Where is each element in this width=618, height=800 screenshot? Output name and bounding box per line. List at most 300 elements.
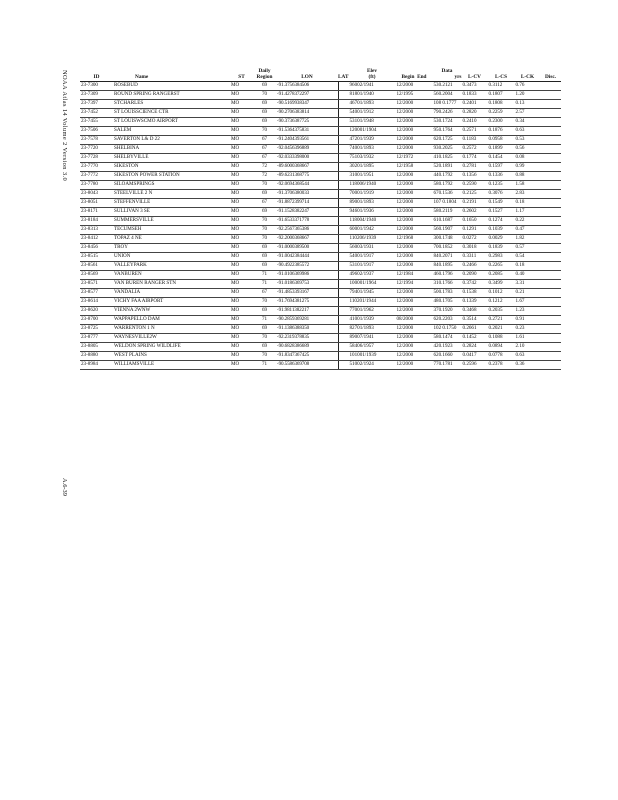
station-id-cell: 23-7578: [80, 135, 113, 144]
station-id-cell: 23-8777: [80, 333, 113, 342]
station-name-cell: TECUMSEH: [113, 225, 230, 234]
state-cell: MO: [230, 126, 253, 135]
table-row: [80, 126, 561, 135]
lat-divider-cell: [338, 117, 349, 126]
lat-divider-cell: [338, 108, 349, 117]
state-cell: MO: [230, 306, 253, 315]
lat-rule: [338, 208, 339, 216]
l-cs-cell: 0.1899: [488, 144, 515, 153]
end-date-cell: 12/2000: [396, 171, 433, 180]
state-cell: MO: [230, 234, 253, 243]
years-cell: 610.1687: [433, 216, 462, 225]
state-cell: MO: [230, 189, 253, 198]
end-date-cell: 12/1995: [396, 90, 433, 99]
l-cs-cell: 0.0894: [488, 342, 515, 351]
table-row: [80, 144, 561, 153]
lat-rule: [338, 352, 339, 360]
l-cv-cell: 0.2781: [462, 162, 488, 171]
l-cs-cell: 0.1839: [488, 243, 515, 252]
disc-cell: [541, 279, 561, 288]
l-cv-cell: 0.3311: [462, 252, 488, 261]
elevation-cell: 81801/1940: [349, 90, 396, 99]
lat-rule: [338, 118, 339, 126]
station-id-cell: 23-8700: [80, 315, 113, 324]
disc-cell: [541, 252, 561, 261]
l-cv-cell: 0.0272: [462, 234, 488, 243]
lat-rule: [338, 316, 339, 324]
years-cell: 102 0.1750: [433, 324, 462, 333]
side-caption-right: [58, 478, 76, 496]
station-id-cell: 23-8880: [80, 351, 113, 360]
end-date-cell: 12/2000: [396, 297, 433, 306]
table-row: [80, 261, 561, 270]
l-cs-cell: 0.1012: [488, 288, 515, 297]
header-lcv: L-CV: [462, 74, 488, 81]
station-id-cell: 23-8620: [80, 306, 113, 315]
lat-rule: [338, 343, 339, 351]
elevation-cell: 60001/1942: [349, 225, 396, 234]
end-date-cell: 12/1984: [396, 270, 433, 279]
l-cv-cell: 0.1339: [462, 297, 488, 306]
header-st: ST: [230, 74, 253, 81]
years-cell: 840.1895: [433, 261, 462, 270]
table-row: [80, 99, 561, 108]
lat-rule: [338, 289, 339, 297]
l-cv-cell: 0.2401: [462, 99, 488, 108]
table-row: [80, 189, 561, 198]
l-cs-cell: 0.2983: [488, 252, 515, 261]
end-date-cell: 12/2000: [396, 324, 433, 333]
table-row: [80, 153, 561, 162]
l-cv-cell: 0.3514: [462, 315, 488, 324]
years-cell: 500.1783: [433, 288, 462, 297]
lat-rule: [338, 154, 339, 162]
lat-rule: [338, 172, 339, 180]
station-name-cell: SHELBYVILLE: [113, 153, 230, 162]
disc-cell: [541, 270, 561, 279]
station-id-cell: 23-8571: [80, 279, 113, 288]
elevation-cell: 49602/1937: [349, 270, 396, 279]
years-cell: 580.1474: [433, 333, 462, 342]
station-name-cell: VICHY FAA AIRPORT: [113, 297, 230, 306]
end-date-cell: 12/1958: [396, 162, 433, 171]
table-row: [80, 360, 561, 369]
table-row: [80, 234, 561, 243]
station-id-cell: 23-7780: [80, 180, 113, 189]
end-date-cell: 12/1994: [396, 279, 433, 288]
header-id: ID: [80, 74, 113, 81]
l-cs-cell: 0.3499: [488, 279, 515, 288]
end-date-cell: 12/2000: [396, 189, 433, 198]
lat-rule: [338, 244, 339, 252]
header-row-bottom: [80, 74, 561, 81]
longitude-cell: -92.2000368667: [276, 234, 338, 243]
l-cs-cell: 0.1454: [488, 153, 515, 162]
disc-cell: [541, 225, 561, 234]
table-row: [80, 351, 561, 360]
state-cell: MO: [230, 342, 253, 351]
longitude-cell: -89.6000368667: [276, 162, 338, 171]
table-row: [80, 81, 561, 90]
l-ck-cell: 0.91: [515, 315, 541, 324]
l-ck-cell: 0.57: [515, 243, 541, 252]
l-cv-cell: 0.1452: [462, 333, 488, 342]
years-cell: 670.1536: [433, 189, 462, 198]
longitude-cell: -92.0694368544: [276, 180, 338, 189]
table-row: [80, 180, 561, 189]
lat-rule: [338, 253, 339, 261]
lat-rule: [338, 325, 339, 333]
header-lat: LAT: [338, 74, 349, 81]
station-id-cell: 23-7506: [80, 126, 113, 135]
l-ck-cell: 0.18: [515, 261, 541, 270]
disc-cell: [541, 198, 561, 207]
lat-divider-cell: [338, 90, 349, 99]
longitude-cell: -90.4922385572: [276, 261, 338, 270]
header-begin-end: [396, 74, 433, 81]
table-row: [80, 171, 561, 180]
region-cell: 71: [253, 270, 276, 279]
station-id-cell: 23-8313: [80, 225, 113, 234]
region-cell: 67: [253, 198, 276, 207]
region-cell: 71: [253, 360, 276, 369]
side-caption-left: [58, 70, 72, 230]
elevation-cell: 58406/1957: [349, 342, 396, 351]
station-id-cell: 23-7720: [80, 144, 113, 153]
station-id-cell: 23-7770: [80, 162, 113, 171]
lat-divider-cell: [338, 351, 349, 360]
station-name-cell: SHELBINA: [113, 144, 230, 153]
l-cv-cell: 0.3742: [462, 279, 488, 288]
station-id-cell: 23-8171: [80, 207, 113, 216]
longitude-cell: -91.4853393167: [276, 288, 338, 297]
l-ck-cell: 0.21: [515, 288, 541, 297]
years-cell: 770.1781: [433, 360, 462, 369]
years-cell: 620.2203: [433, 315, 462, 324]
station-name-cell: ROUND SPRING RANGERST: [113, 90, 230, 99]
table-row: [80, 162, 561, 171]
region-cell: 69: [253, 342, 276, 351]
header-lck: L-CK: [515, 74, 541, 81]
l-cs-cell: 0.2259: [488, 108, 515, 117]
l-cs-cell: 0.2378: [488, 360, 515, 369]
elevation-cell: 46701/1893: [349, 99, 396, 108]
lat-divider-cell: [338, 135, 349, 144]
l-cv-cell: 0.2125: [462, 189, 488, 198]
station-name-cell: WARRENTON 1 N: [113, 324, 230, 333]
years-cell: 107 0.1804: [433, 198, 462, 207]
l-cs-cell: 0.0958: [488, 135, 515, 144]
table-row: [80, 108, 561, 117]
l-cs-cell: 0.1039: [488, 225, 515, 234]
station-id-cell: 23-8043: [80, 189, 113, 198]
region-cell: 69: [253, 252, 276, 261]
table-row: [80, 207, 561, 216]
station-name-cell: SAVERTON L& D 22: [113, 135, 230, 144]
lat-divider-cell: [338, 243, 349, 252]
region-cell: 70: [253, 351, 276, 360]
lat-divider-cell: [338, 288, 349, 297]
l-cv-cell: 0.1356: [462, 171, 488, 180]
region-cell: 69: [253, 243, 276, 252]
station-name-cell: VANDALIA: [113, 288, 230, 297]
end-date-cell: 12/2000: [396, 99, 433, 108]
l-ck-cell: 1.61: [515, 333, 541, 342]
lat-divider-cell: [338, 216, 349, 225]
l-cs-cell: 0.2085: [488, 270, 515, 279]
state-cell: MO: [230, 90, 253, 99]
station-name-cell: ST LOUISSCIENCE CTR: [113, 108, 230, 117]
l-ck-cell: 0.47: [515, 225, 541, 234]
end-date-cell: 12/2000: [396, 225, 433, 234]
l-ck-cell: 0.40: [515, 270, 541, 279]
l-ck-cell: 0.22: [515, 216, 541, 225]
station-name-cell: TROY: [113, 243, 230, 252]
disc-cell: [541, 261, 561, 270]
l-ck-cell: 3.31: [515, 279, 541, 288]
longitude-cell: -90.6828386689: [276, 342, 338, 351]
disc-cell: [541, 342, 561, 351]
end-date-cell: 12/2000: [396, 135, 433, 144]
table-row: [80, 279, 561, 288]
region-cell: 70: [253, 90, 276, 99]
disc-cell: [541, 144, 561, 153]
years-cell: 420.1923: [433, 342, 462, 351]
end-date-cell: 12/2000: [396, 144, 433, 153]
l-ck-cell: 2.83: [515, 189, 541, 198]
l-cs-cell: 0.2035: [488, 306, 515, 315]
table-row: [80, 90, 561, 99]
l-ck-cell: 1.58: [515, 180, 541, 189]
elevation-cell: 96002/1941: [349, 81, 396, 90]
years-cell: 460.1796: [433, 270, 462, 279]
l-ck-cell: 0.88: [515, 171, 541, 180]
lat-divider-cell: [338, 360, 349, 369]
elevation-cell: 41001/1939: [349, 315, 396, 324]
header-daily: Daily: [258, 68, 271, 74]
station-name-cell: SIKESTON POWER STATION: [113, 171, 230, 180]
elevation-cell: 75103/1932: [349, 153, 396, 162]
l-cv-cell: 0.1291: [462, 225, 488, 234]
longitude-cell: -89.6231368775: [276, 171, 338, 180]
years-cell: 108 0.1777: [433, 99, 462, 108]
disc-cell: [541, 189, 561, 198]
l-ck-cell: 0.34: [515, 117, 541, 126]
elevation-cell: 79401/1945: [349, 288, 396, 297]
station-id-cell: 23-8614: [80, 297, 113, 306]
end-date-cell: 12/2000: [396, 261, 433, 270]
state-cell: MO: [230, 171, 253, 180]
state-cell: MO: [230, 270, 253, 279]
years-cell: 620.1725: [433, 135, 462, 144]
longitude-cell: -91.8347367425: [276, 351, 338, 360]
l-cs-cell: 0.2265: [488, 261, 515, 270]
station-name-cell: TOPAZ 4 NE: [113, 234, 230, 243]
end-date-cell: 12/2000: [396, 288, 433, 297]
table-row: [80, 216, 561, 225]
longitude-cell: -91.3706380033: [276, 189, 338, 198]
years-cell: 530.2121: [433, 81, 462, 90]
region-cell: 69: [253, 324, 276, 333]
station-name-cell: VANBUREN: [113, 270, 230, 279]
l-cs-cell: 0.2300: [488, 117, 515, 126]
station-name-cell: STEFFENVILLE: [113, 198, 230, 207]
l-cs-cell: 0.3112: [488, 81, 515, 90]
lat-rule: [338, 163, 339, 171]
longitude-cell: -91.0042384444: [276, 252, 338, 261]
header-region: Region: [253, 74, 276, 81]
l-cv-cell: 0.1774: [462, 153, 488, 162]
state-cell: MO: [230, 153, 253, 162]
elevation-cell: 31001/1951: [349, 171, 396, 180]
l-cs-cell: 0.1807: [488, 90, 515, 99]
table-row: [80, 135, 561, 144]
station-id-cell: 23-8561: [80, 261, 113, 270]
lat-rule: [338, 190, 339, 198]
l-cv-cell: 0.2602: [462, 207, 488, 216]
years-cell: 300.1748: [433, 234, 462, 243]
header-yrs: yrs: [433, 74, 462, 81]
region-cell: 69: [253, 189, 276, 198]
station-name-cell: SULLIVAN 3 SE: [113, 207, 230, 216]
region-cell: 69: [253, 261, 276, 270]
years-cell: 520.1891: [433, 162, 462, 171]
station-id-cell: 23-7300: [80, 81, 113, 90]
lat-rule: [338, 226, 339, 234]
l-cs-cell: 0.1212: [488, 297, 515, 306]
end-date-cell: 12/2000: [396, 81, 433, 90]
region-cell: 70: [253, 297, 276, 306]
table-row: [80, 297, 561, 306]
disc-cell: [541, 306, 561, 315]
longitude-cell: -91.4278372297: [276, 90, 338, 99]
state-cell: MO: [230, 315, 253, 324]
disc-cell: [541, 162, 561, 171]
l-cs-cell: 0.1088: [488, 333, 515, 342]
lat-divider-cell: [338, 189, 349, 198]
region-cell: 69: [253, 81, 276, 90]
lat-divider-cell: [338, 306, 349, 315]
years-cell: 370.1920: [433, 306, 462, 315]
end-date-cell: 12/2000: [396, 252, 433, 261]
table-row: [80, 315, 561, 324]
end-date-cell: 12/2000: [396, 306, 433, 315]
state-cell: MO: [230, 225, 253, 234]
station-id-cell: 23-8984: [80, 360, 113, 369]
years-cell: 840.2071: [433, 252, 462, 261]
state-cell: MO: [230, 216, 253, 225]
l-cv-cell: 0.2596: [462, 360, 488, 369]
elevation-cell: 53101/1917: [349, 261, 396, 270]
station-id-cell: 23-8569: [80, 270, 113, 279]
region-cell: 67: [253, 135, 276, 144]
station-name-cell: SUMMERSVILLE: [113, 216, 230, 225]
l-cv-cell: 0.3018: [462, 243, 488, 252]
longitude-cell: -92.0456396889: [276, 144, 338, 153]
region-cell: 69: [253, 117, 276, 126]
region-cell: 72: [253, 162, 276, 171]
end-date-cell: 12/2000: [396, 216, 433, 225]
state-cell: MO: [230, 81, 253, 90]
disc-cell: [541, 90, 561, 99]
state-cell: MO: [230, 144, 253, 153]
station-name-cell: VALLEYPARK: [113, 261, 230, 270]
l-ck-cell: 1.82: [515, 234, 541, 243]
l-cs-cell: 0.1808: [488, 99, 515, 108]
state-cell: MO: [230, 180, 253, 189]
elevation-cell: 120001/1904: [349, 126, 396, 135]
station-name-cell: WAPPAPELLO DAM: [113, 315, 230, 324]
state-cell: MO: [230, 198, 253, 207]
region-cell: 70: [253, 126, 276, 135]
lat-rule: [338, 217, 339, 225]
station-name-cell: WELDON SPRING WILDLIFE: [113, 342, 230, 351]
disc-cell: [541, 360, 561, 369]
station-id-cell: 23-7772: [80, 171, 113, 180]
years-cell: 950.1764: [433, 126, 462, 135]
station-name-cell: SIKESTON: [113, 162, 230, 171]
table-row: [80, 342, 561, 351]
elevation-cell: 54001/1912: [349, 108, 396, 117]
station-id-cell: 23-8805: [80, 342, 113, 351]
disc-cell: [541, 324, 561, 333]
l-cv-cell: 0.1833: [462, 90, 488, 99]
station-name-cell: WILLIAMSVILLE: [113, 360, 230, 369]
header-data: Data: [441, 68, 453, 74]
table-row: [80, 324, 561, 333]
longitude-cell: -92.0333398000: [276, 153, 338, 162]
lat-rule: [338, 82, 339, 90]
l-cv-cell: 0.1538: [462, 288, 488, 297]
longitude-cell: -91.2404393561: [276, 135, 338, 144]
elevation-cell: 70001/1919: [349, 189, 396, 198]
lat-divider-cell: [338, 198, 349, 207]
table-row: [80, 198, 561, 207]
l-ck-cell: 1.67: [515, 297, 541, 306]
end-date-cell: 12/2000: [396, 360, 433, 369]
station-name-cell: STEELVILLE 2 N: [113, 189, 230, 198]
state-cell: MO: [230, 207, 253, 216]
end-date-cell: 12/2000: [396, 117, 433, 126]
table-body: [80, 81, 561, 369]
l-cs-cell: 0.1549: [488, 198, 515, 207]
end-date-cell: 08/2000: [396, 315, 433, 324]
station-id-cell: 23-7455: [80, 117, 113, 126]
region-cell: 69: [253, 207, 276, 216]
lat-rule: [338, 307, 339, 315]
state-cell: MO: [230, 360, 253, 369]
header-name: Name: [113, 74, 230, 81]
end-date-cell: 12/2000: [396, 108, 433, 117]
lat-divider-cell: [338, 144, 349, 153]
l-cs-cell: 0.0029: [488, 234, 515, 243]
l-ck-cell: 0.23: [515, 324, 541, 333]
lat-divider-cell: [338, 297, 349, 306]
station-name-cell: WEST PLAINS: [113, 351, 230, 360]
region-cell: 69: [253, 306, 276, 315]
l-cv-cell: 0.2090: [462, 270, 488, 279]
elevation-cell: 89001/1893: [349, 198, 396, 207]
station-id-cell: 23-8456: [80, 243, 113, 252]
lat-rule: [338, 334, 339, 342]
longitude-cell: -90.3736387725: [276, 117, 338, 126]
header-begin: Begin: [401, 74, 415, 81]
header-ft: (ft): [349, 74, 396, 81]
longitude-cell: -91.0186369753: [276, 279, 338, 288]
lat-divider-cell: [338, 333, 349, 342]
l-cv-cell: 0.2572: [462, 144, 488, 153]
disc-cell: [541, 99, 561, 108]
